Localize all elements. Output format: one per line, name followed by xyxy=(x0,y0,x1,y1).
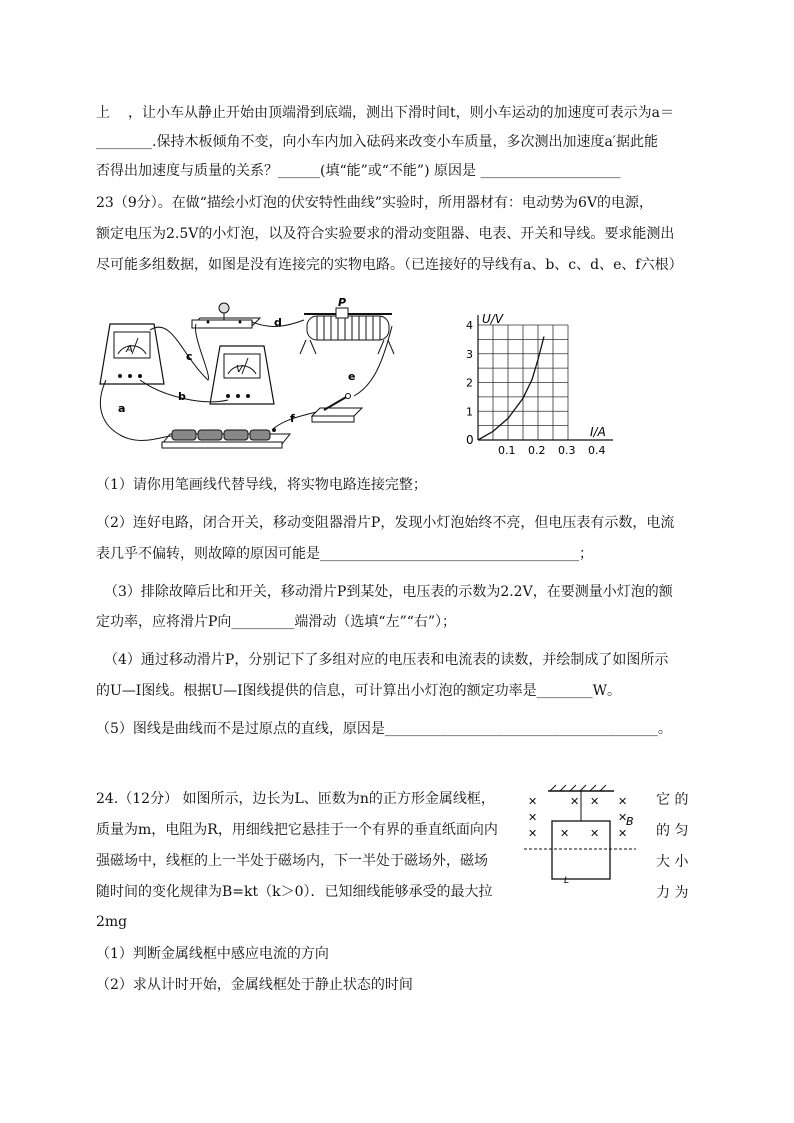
wire-label-d: d xyxy=(274,316,282,329)
figure-label-B: B xyxy=(626,815,634,828)
svg-text:✕: ✕ xyxy=(618,827,628,840)
q22-line-2: ________.保持木板倾角不变，向小车内加入砝码来改变小车质量，多次测出加速度a′据此能 xyxy=(96,134,658,150)
x-tick-label: 0.3 xyxy=(558,444,576,457)
chart-origin: 0 xyxy=(466,433,474,447)
q23-sub-4b: 的U—I图线。根据U—I图线提供的信息，可计算出小灯泡的额定功率是________W。 xyxy=(96,683,622,699)
y-tick-label: 1 xyxy=(466,405,473,419)
battery-pack xyxy=(162,428,290,448)
figure-label-L: L xyxy=(564,876,570,883)
svg-text:✕: ✕ xyxy=(528,811,538,824)
q23-line-2: 额定电压为2.5V的小灯泡，以及符合实验要求的滑动变阻器、电表、开关和导线。要求能测出 xyxy=(96,226,675,242)
q23-sub-2a: （2）连好电路，闭合开关，移动变阻器滑片P，发现小灯泡始终不亮，但电压表有示数，电流 xyxy=(96,515,675,531)
wire-label-c: c xyxy=(186,350,193,363)
svg-text:✕: ✕ xyxy=(590,827,600,840)
q24-line-5: 2mg xyxy=(96,914,128,930)
chart-series xyxy=(478,337,544,441)
switch xyxy=(312,394,362,423)
svg-text:✕: ✕ xyxy=(618,811,628,824)
x-tick-label: 0.4 xyxy=(588,444,606,457)
svg-text:✕: ✕ xyxy=(618,795,628,808)
q24-line-1: 24.（12分） 如图所示，边长为L、匝数为n的正方形金属线框， xyxy=(96,791,495,807)
circuit-diagram xyxy=(92,296,402,456)
svg-text:✕: ✕ xyxy=(590,795,600,808)
magnetic-frame-figure xyxy=(520,783,640,883)
q22-line-3: 否得出加速度与质量的关系？______(填“能”或“不能”) 原因是 ____________________ xyxy=(96,163,621,179)
series-line xyxy=(478,337,544,441)
svg-text:✕: ✕ xyxy=(570,795,580,808)
y-tick-label: 2 xyxy=(466,376,473,390)
q22-line-1: 上 ，让小车从静止开始由顶端滑到底端，测出下滑时间t，则小车运动的加速度可表示为a＝ xyxy=(96,105,674,121)
wire-label-f: f xyxy=(290,412,295,425)
chart-axes xyxy=(478,315,613,440)
q24-right-1: 它 的 xyxy=(656,792,689,808)
chart-grid xyxy=(478,325,568,440)
x-tick-label: 0.1 xyxy=(498,444,516,457)
q24-right-4: 力 为 xyxy=(656,885,689,901)
svg-text:✕: ✕ xyxy=(528,795,538,808)
wire-label-e: e xyxy=(348,370,356,383)
chart-xlabel: I/A xyxy=(590,425,606,439)
y-tick-label: 4 xyxy=(466,319,473,332)
x-tick-label: 0.2 xyxy=(528,444,546,457)
y-tick-label: 3 xyxy=(466,347,473,361)
ui-chart xyxy=(458,300,638,460)
voltmeter-label: V xyxy=(236,364,243,375)
q24-right-3: 大 小 xyxy=(656,854,689,870)
q23-sub-5: （5）图线是曲线而不是过原点的直线，原因是_______________________________________。 xyxy=(96,721,672,737)
q24-right-2: 的 匀 xyxy=(656,823,689,839)
q24-line-4: 随时间的变化规律为B=kt（k＞0）．已知细线能够承受的最大拉 xyxy=(96,884,493,900)
voltmeter xyxy=(210,346,274,404)
q23-sub-3b: 定功率，应将滑片P向_________端滑动（选填“左”“右”）； xyxy=(96,614,457,630)
q24-line-3: 强磁场中，线框的上一半处于磁场内，下一半处于磁场外，磁场 xyxy=(96,853,488,869)
q24-sub-2: （2）求从计时开始，金属线框处于静止状态的时间 xyxy=(96,977,413,993)
svg-text:✕: ✕ xyxy=(560,827,570,840)
rheostat xyxy=(300,296,394,354)
slider-label-P: P xyxy=(338,296,347,309)
q23-line-3: 尽可能多组数据，如图是没有连接完的实物电路。（已连接好的导线有a、b、c、d、e、f六根） xyxy=(96,257,683,273)
ammeter xyxy=(100,324,164,384)
q24-sub-1: （1）判断金属线框中感应电流的方向 xyxy=(96,946,329,962)
q23-sub-4a: （4）通过移动滑片P，分别记下了多组对应的电压表和电流表的读数，并绘制成了如图所示 xyxy=(104,652,669,668)
wire-label-b: b xyxy=(178,390,186,403)
lamp-board xyxy=(192,303,260,328)
q23-sub-1: （1）请你用笔画线代替导线，将实物电路连接完整； xyxy=(96,477,427,493)
svg-text:✕: ✕ xyxy=(528,827,538,840)
ammeter-label: A xyxy=(126,344,133,355)
q23-sub-2b: 表几乎不偏转，则故障的原因可能是_____________________________________； xyxy=(96,546,593,562)
q23-line-1: 23（9分）。在做“描绘小灯泡的伏安特性曲线”实验时，所用器材有：电动势为6V的电源， xyxy=(96,195,654,211)
q23-sub-3a: （3）排除故障后比和开关，移动滑片P到某处，电压表的示数为2.2V，在要测量小灯泡的额 xyxy=(104,584,673,600)
wire-label-a: a xyxy=(118,402,126,415)
chart-ylabel: U/V xyxy=(482,312,504,326)
q24-line-2: 质量为m，电阻为R，用细线把它悬挂于一个有界的垂直纸面向内 xyxy=(96,822,498,838)
